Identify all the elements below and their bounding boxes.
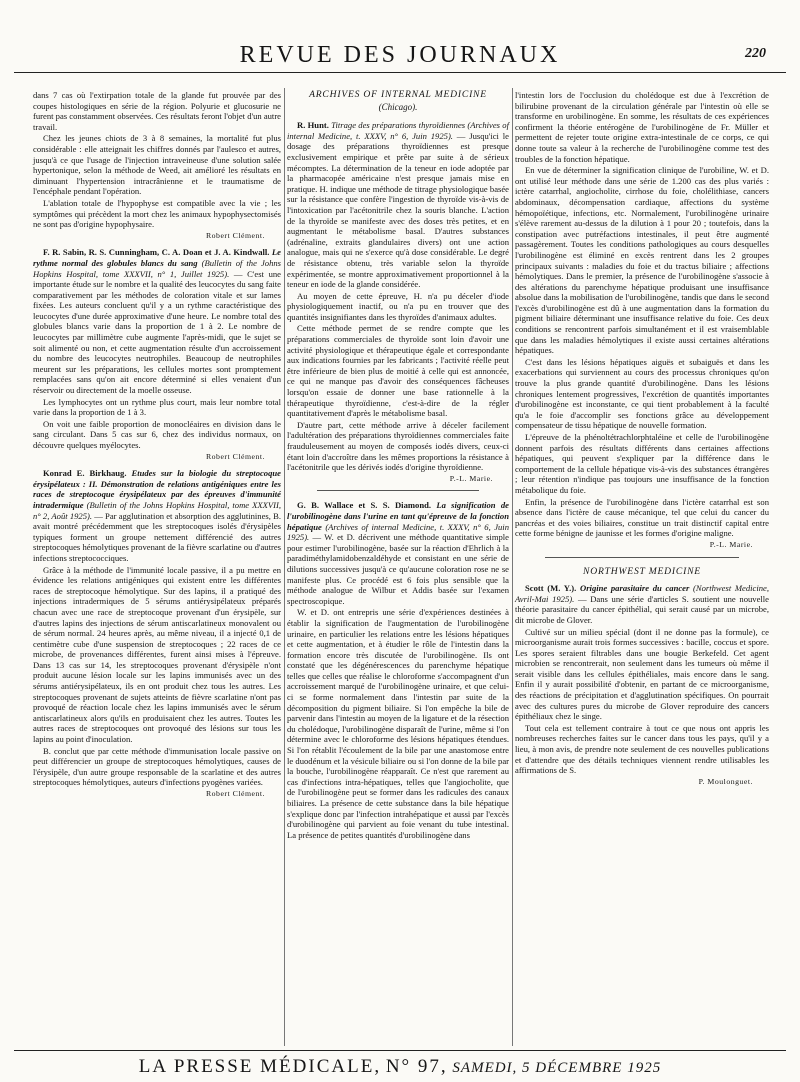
article-text: — Jusqu'ici le dosage des préparations thyroïdiennes est presque exclusivement empirique et prête par suite à de sérieux mécomptes. La détermination de la teneur en iode adoptée par la pharmacopée américaine n'est presque jamais mise en pratique. H. indique une méthode de titrage physiologique basée sur la résistance que confère l'ingestion de thyroïde vis-à-vis de l'intoxication par l'acétonitrile chez la souris blanche. L'action de la thyroïde se manifeste avec des doses très petites, et en augmentant le métabolisme basal. D'autres substances (adrénaline, extraits glandulaires divers) ont une action analogue, mais qui ne s'exerce qu'à dose considérable. Le degré de résistance obtenu, très variable selon la thyroïde expérimentée, se montre approximativement proportionnel à la teneur en iode de la glande considérée. (287, 130, 509, 290)
article-sabin (33, 247, 281, 395)
article-title: Etudes sur la biologie du streptocoque érysipélateux : II. Démonstration de relations antigéniques entre les races de streptocoque érysipélateux par des épreuves d'immunité intradermique (33, 468, 281, 510)
signature: P.-L. Marie. (709, 539, 753, 549)
page-number: 220 (745, 46, 766, 61)
paragraph: L'ablation totale de l'hypophyse est compatible avec la vie ; les symptômes qui précèdent la mort chez les animaux hypophysectomisés ne sont pas d'origine hypophysaire. (33, 197, 281, 230)
article-authors: G. B. Wallace et S. S. Diamond. (297, 500, 432, 511)
paragraph: On voit une faible proportion de monocléaires en division dans le sang circulant. Dans 5 cas sur 6, chez des individus normaux, on découvre quelques myélocytes. (33, 418, 281, 450)
article-reference: (Archives of internal Medicine, t. XXXV, n° 6, Juin 1925). (287, 521, 509, 543)
article-reference: (Bulletin of the Johns Hopkins Hospital, tome XXXVII, n° 1, Juillet 1925). (33, 257, 282, 279)
paragraph: D'autre part, cette méthode arrive à déceler facilement l'adultération des préparations thyroïdiennes commerciales faite frauduleusement au moyen de composés iodés divers, ceux-ci étant loin d'accroître dans les mêmes proportions la résistance à l'acétonitrile que les dérivés iodés d'origine thyroïdienne. (287, 419, 509, 473)
section-subheading: (Chicago). (378, 101, 418, 112)
signature: P. Moulonguet. (698, 776, 753, 786)
paragraph: Cultivé sur un milieu spécial (dont il ne donne pas la formule), ce microorganisme aurait trois formes successives : bacille, coccus et spore. Les spores seraient filtrables dans une bougie Berkefeld. Cet agent microbien se rencontrerait, non seulement dans les tumeurs où même il serait visible dans les cellules épithéliales, mais encore dans le sang. Enfin il y aurait possibilité d'obtenir, en partant de ce microorganisme, des réactions de précipitation et d'agglutination spécifiques. On pourrait avec des cultures pures du microbe de Glover reproduire des cancers épithéliaux chez le singe. (515, 626, 769, 722)
column-2 (287, 90, 509, 841)
section-heading: ARCHIVES OF INTERNAL MEDICINE (309, 89, 487, 100)
article-scott (515, 583, 769, 625)
article-text: — Dans une série d'articles S. soutient une nouvelle théorie parasitaire du cancer épithélial, qui serait causé par un microbe, dit microbe de Glover. (515, 593, 769, 625)
paragraph: dans 7 cas où l'extirpation totale de la glande fut prouvée par des coupes histologiques en série de la région. Polyurie et glucosurie ne furent pas constamment observées. Ces résultats feront l'objet d'un autre travail. (33, 90, 281, 132)
footer-line (14, 1056, 786, 1078)
article-authors: Konrad E. Birkhaug. (43, 468, 127, 479)
footer-journal: LA PRESSE MÉDICALE, (138, 1056, 382, 1077)
paragraph: Cette méthode permet de se rendre compte que les préparations commerciales de thyroïde sont loin d'avoir une activité physiologique et thérapeutique égale et correspondante aux indications fournies par les fabricants ; l'activité réelle peut être inférieure de bien plus de moitié à celle qui est annoncée, ce qui ne manque pas d'avoir des conséquences fâcheuses lorsqu'on essaie de donner une base rationnelle à la thérapeutique thyroïdienne, c'est-à-dire de la régler quantitativement d'après le métabolisme basal. (287, 323, 509, 419)
header-rule (14, 72, 786, 73)
article-authors: R. Hunt. (297, 120, 329, 131)
article-title: Origine parasitaire du cancer (580, 583, 690, 594)
paragraph: Enfin, la présence de l'urobilinogène dans l'ictère catarrhal est son absence dans l'ictère de cause mécanique, tel que celui du cancer du pancréas et des voies biliaires, constitue un trait distinctif capital entre cette forme bénigne de jaunisse et les formes d'origine maligne. (515, 496, 769, 539)
journal-section-title: REVUE DES JOURNAUX (239, 42, 561, 68)
paragraph: W. et D. ont entrepris une série d'expériences destinées à établir la signification de l'augmentation de l'urobilinogène urinaire, en particulier les relations entre les lésions hépatiques et cette augmentation, et à étudier le rôle de l'intestin dans la formation encore très discutée de l'urobilinogène. Ils ont constaté que les dégénérescences du parenchyme hépatique telles que celles que réalise le chloroforme s'accompagnent d'un accroissement marqué de l'urobilinogène urinaire, et que celui-ci se forme normalement dans l'intestin par suite de la décomposition du pigment biliaire. Si l'on empêche la bile de parvenir dans l'intestin au moyen de la ligature et de la résection du cholédoque, l'urobilinogène disparaît de l'urine, même si l'on détermine avec le chloroforme des lésions hépatiques étendues. Si l'on rétablit l'écoulement de la bile par une anastomose entre le duodénum et la vésicule biliaire ou si l'on donne de la bile par la bouche, l'urobilinogène réapparaît. Ce n'est que rarement au cas d'infections intra-hépatiques, telles que l'angiocholite, que de l'urobilinogène peut se former dans les radicules des canaux biliaires. La présence de cette substance dans la bile hépatique s'explique donc par l'infection intrahépatique et aussi par l'excès d'urobilinogène qui parvient au foie venant du tube intestinal. La présence de petites quantités d'urobilinogène dans (287, 607, 509, 840)
signature: Robert Clément. (205, 451, 265, 461)
article-text: — C'est une importante étude sur le nombre et la qualité des leucocytes du sang faite comparativement par les méthodes de coloration vitale et sur lames fixées. Les auteurs concluent qu'il y a un rythme caractéristique des leucocytes d'une durée approximative d'une heure. Le nombre total des globules blancs varie dans la proportion de 1 à 2. Le nombre de leucocytes par millimètre cube augmente l'après-midi, que le sujet se soit alimenté ou non, et cette augmentation résulte d'un accroissement du nombre des leucocytes neutrophiles. Beaucoup de neutrophiles meurent sur les préparations, les cellules mortes sont promptement remplacées sans qu'on ait encore déterminé si elles venaient d'un réservoir ou directement de la moelle osseuse. (33, 268, 281, 396)
article-wallace (287, 500, 509, 606)
column-divider (284, 88, 285, 1046)
signature: P.-L. Marie. (449, 473, 493, 483)
article-reference: (Archives of internal Medicine, t. XXXV, n° 6, Juin 1925). (287, 120, 509, 141)
column-3 (515, 90, 769, 793)
article-title: Titrage des préparations thyroïdiennes (331, 120, 466, 131)
column-divider (512, 88, 513, 1046)
article-reference: (Bulletin of the Johns Hopkins Hospital, tome XXXVII, n° 2, Août 1925). (33, 499, 281, 521)
article-authors: Scott (M. Y.). (525, 583, 577, 594)
paragraph: L'épreuve de la phénoltétrachlorphtaléine et celle de l'urobilinogène donnent parfois des résultats différents dans certaines affections hépatiques, qui peuvent s'expliquer par la différence dans le comportement de la cellule hépatique vis-à-vis des substances étrangères ; leur rétention n'indique pas toujours une insuffisance de la fonction métabolique du foie. (515, 432, 769, 495)
article-separator (545, 557, 739, 558)
article-text: — W. et D. décrivent une méthode quantitative simple pour estimer l'urobilinogène, basée sur la réaction d'Ehrlich à la paradiméthylamidobenzaldéhyde et consistant en une série de dilutions successives jusqu'à ce qu'aucune coloration rose ne se manifeste plus. Ce procédé est 6 fois plus sensible que la méthode analogue de Wilbur et Addis basée sur l'examen spectroscopique. (287, 532, 509, 606)
footer-number: N° 97, (385, 1056, 448, 1077)
article-reference: (Northwest Medicine, Avril-Mai 1925). (515, 583, 769, 604)
signature: Robert Clément. (205, 789, 265, 798)
article-separator (317, 490, 479, 491)
article-birkhaug (33, 468, 281, 563)
paragraph: Tout cela est tellement contraire à tout ce que nous ont appris les nombreuses recherches faites sur le cancer dans tous les pays, qu'il y a lieu, à mon avis, de prendre note seulement de ces nouvelles publications et d'attendre que des détails techniques viennent rendre utilisables les affirmations de S. (515, 722, 769, 776)
paragraph: En vue de déterminer la signification clinique de l'urobiline, W. et D. ont utilisé leur méthode dans une série de 1.200 cas des plus variés : ictère catarrhal, angiocholite, cirrhose du foie, cholélithiase, cancers abdominaux, décompensation cardiaque, affections du système hémopoïétique, infections, etc. Normalement, l'urobilinogène urinaire s'élève rarement au-dessus de la dilution à 1 pour 20 ; toutefois, dans la constipation avec putréfactions intestinales, il peut être augmenté passagèrement. Toutes les conditions pathologiques au cours desquelles l'urobilinogène est éliminé en excès rentrent dans les 2 groupes principaux suivants : maladies du foie et du tractus biliaire ; affections hémolytiques. Dans le premier, la présence de l'urobilinogène s'associe à des altérations du parenchyme hépatique produisant une insuffisance absolue dans la mobilisation de l'urobilinogène, tandis que dans le second l'excès d'urobilinogène est dû à une augmentation dans la formation du pigment biliaire déterminant une insuffisance relative du foie. Ces deux conditions se rencontrent parfois simultanément et il est vraisemblable que dans les maladies hémolytiques il existe aussi certaines altérations hépatiques. (515, 165, 769, 356)
paragraph: Au moyen de cette épreuve, H. n'a pu déceler d'iode physiologiquement inactif, ou n'a pu en trouver que des quantités insignifiantes dans les thyroïdes d'animaux adultes. (287, 290, 509, 322)
paragraph: Grâce à la méthode de l'immunité locale passive, il a pu mettre en évidence les relations antigéniques qui existent entre les différentes races de streptocoque hémolytique. Sur des lapins, il a pratiqué des injections intradermiques de 5 sérums antiérysipélateux préparés chacun avec une race de streptocoque provenant d'un érysipèle, sur d'autres lapins des injections de sérum antiscarlatineux monovalent ou de sérum normal. 24 heures après, au même niveau, il a injecté 0,1 de centimètre cube d'une suspension de streptocoques ; 22 races de ce microbe, de provenances différentes, furent ainsi mises à l'épreuve. Dans 13 cas sur 14, les streptocoques provenant d'érysipèle n'ont produit aucune lésion locale sur les lapins immunisés avec un des sérums antiérysipélateux, ils en ont produit chez tous les autres. Les streptocoques provenant de sujets atteints de fièvre scarlatine n'ont pas provoqué de réaction locale chez les lapins immunisés avec le sérum antiscarlatineux alors qu'ils en produisaient chez les autres. Toutes les autres races de streptocoques ont provoqué des lésions sur tous les lapins au point d'inoculation. (33, 564, 281, 745)
paragraph: C'est dans les lésions hépatiques aiguës et subaiguës et dans les exacerbations qui surviennent au cours des processus chroniques qu'on trouve la plus grande quantité d'urobilinogène. Dans les lésions chroniques lentement progressives, l'excrétion de quantités importantes d'urobilinogène est inconstante, ce qui tient probablement à la faculté qu'a le foie d'accomplir ses fonctions grâce au développement compensateur de tissu hépatique de nouvelle formation. (515, 356, 769, 431)
signature: Robert Clément. (205, 230, 265, 240)
page-header (14, 42, 786, 76)
paragraph: B. conclut que par cette méthode d'immunisation locale passive on peut différencier un groupe de streptocoques hémolytiques, causes de l'érysipèle, d'un autre groupe responsable de la scarlatine et des autres streptocoques hémolytiques, auteurs d'infections pyogènes variées. (33, 745, 281, 788)
page-footer (14, 1050, 786, 1077)
section-heading: NORTHWEST MEDICINE (583, 565, 701, 577)
article-title: La signification de l'urobilinogène dans l'urine en tant qu'épreuve de la fonction hépatique (287, 500, 509, 532)
article-hunt (287, 120, 509, 290)
paragraph: l'intestin lors de l'occlusion du cholédoque est due à l'excrétion de bilirubine provenant de la circulation générale par l'intestin où elle se transforme en urobilinogène. En somme, les résultats de ces expériences confirment la théorie entérogène de l'urobilinogène de Fr. Müller et permettent de rejeter toute origine extra-intestinale de ce corps, ce qui donne toute sa valeur à la recherche de l'urobilinogène comme test des troubles de la fonction hépatique. (515, 90, 769, 164)
footer-date: SAMEDI, 5 DÉCEMBRE 1925 (452, 1060, 662, 1076)
article-title: Le rythme normal des globules blancs du sang (33, 247, 281, 268)
article-text: — Par agglutination et absorption des agglutinines, B. avait montré précédemment que les streptocoques isolés d'érysipèles typiques forment un groupe nettement différencié des autres streptocoques hémolytiques provenant de la fièvre scarlatine ou d'autres infections streptococciques. (33, 510, 281, 563)
column-1 (33, 90, 281, 806)
article-authors: F. R. Sabin, R. S. Cunningham, C. A. Doan et J. A. Kindwall. (43, 247, 270, 258)
paragraph: Chez les jeunes chiots de 3 à 8 semaines, la mortalité fut plus considérable : elle atteignait les chiffres donnés par l'aulesco et autres, jusqu'à ce que l'usage de l'injection intraveineuse d'une solution salée hypertonique, selon la méthode de Weed, ait amélioré les résultats en diminuant l'hypertension intracrânienne et le traumatisme de l'encéphale pendant l'opération. (33, 133, 281, 197)
paragraph: Les lymphocytes ont un rythme plus court, mais leur nombre total varie dans la proportion de 1 à 3. (33, 396, 281, 418)
